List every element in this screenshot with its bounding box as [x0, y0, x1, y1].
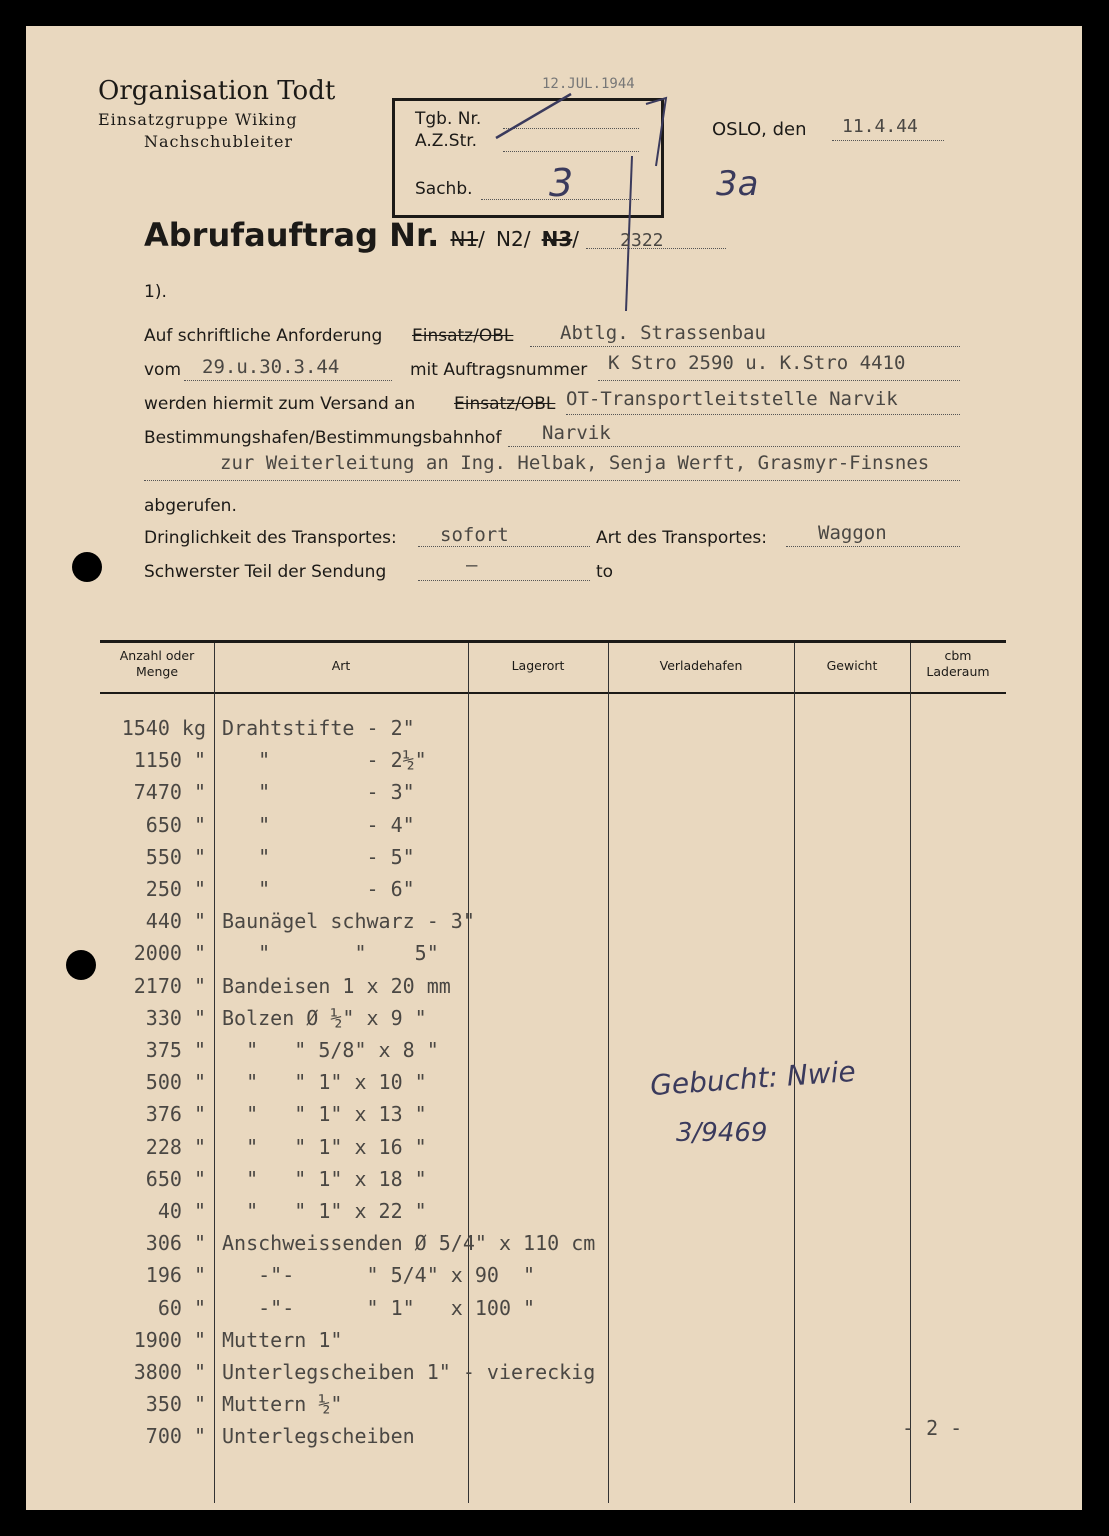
row-quantity: 60 " — [157, 1296, 206, 1320]
col-header-lagerort: Lagerort — [511, 658, 565, 673]
anforderung-label: Auf schriftliche Anforderung — [144, 326, 383, 346]
org-name: Organisation Todt — [98, 76, 336, 106]
row-article: " - 4" — [222, 813, 415, 837]
row-quantity: 2000 " — [133, 941, 206, 965]
row-quantity: 3800 " — [133, 1360, 206, 1384]
col-header-verladehafen: Verladehafen — [659, 658, 743, 673]
booking-note: Gebucht: Nwie — [649, 1054, 857, 1103]
sachb-label: Sachb. — [415, 179, 473, 199]
row-article: Anschweissenden Ø 5/4" x 110 cm — [222, 1231, 596, 1255]
booking-number: 3/9469 — [676, 1118, 768, 1148]
row-article: " - 2½" — [222, 748, 427, 772]
row-article: " " 1" x 22 " — [222, 1199, 427, 1223]
document-page — [26, 26, 1082, 1510]
document-title: Abrufauftrag Nr. N1/ N2/ N3/ 2322 — [144, 216, 664, 254]
row-quantity: 500 " — [145, 1070, 206, 1094]
row-quantity: 550 " — [145, 845, 206, 869]
row-quantity: 196 " — [145, 1263, 206, 1287]
schwerster-value: — — [466, 554, 478, 576]
anforderung-struck: Einsatz/OBL — [412, 326, 514, 346]
document-date: 11.4.44 — [842, 116, 918, 137]
row-quantity: 1150 " — [133, 748, 206, 772]
row-article: " " 1" x 10 " — [222, 1070, 427, 1094]
table-top-rule — [100, 640, 1006, 643]
row-quantity: 700 " — [145, 1424, 206, 1448]
handwritten-strokes — [26, 26, 1082, 346]
hafen-value: Narvik — [542, 422, 611, 444]
row-article: Baunägel schwarz - 3" — [222, 909, 475, 933]
punch-hole-bottom — [66, 950, 96, 980]
vom-value: 29.u.30.3.44 — [202, 356, 340, 378]
auftragsnr-label: mit Auftragsnummer — [410, 360, 588, 380]
row-article: -"- " 1" x 100 " — [222, 1296, 536, 1320]
row-article: " " 5/8" x 8 " — [222, 1038, 439, 1062]
margin-note: 3a — [716, 164, 759, 204]
art-label: Art des Transportes: — [596, 528, 768, 548]
row-article: Unterlegscheiben 1" - viereckig — [222, 1360, 596, 1384]
row-quantity: 650 " — [145, 813, 206, 837]
col-header-gewicht: Gewicht — [826, 658, 878, 673]
row-article: -"- " 5/4" x 90 " — [222, 1263, 536, 1287]
row-quantity: 375 " — [145, 1038, 206, 1062]
row-article: " " 1" x 18 " — [222, 1167, 427, 1191]
art-value: Waggon — [818, 522, 887, 544]
col-header-art: Art — [331, 658, 351, 673]
col-header-menge: Anzahl oder Menge — [119, 648, 195, 679]
versand-value: OT-Transportleitstelle Narvik — [566, 388, 898, 410]
row-article: Drahtstifte - 2" — [222, 716, 415, 740]
dringlichkeit-value: sofort — [440, 524, 509, 546]
row-article: " - 5" — [222, 845, 415, 869]
row-quantity: 650 " — [145, 1167, 206, 1191]
weiterleitung-value: zur Weiterleitung an Ing. Helbak, Senja Werft, Grasmyr-Finsnes — [220, 452, 930, 474]
versand-label: werden hiermit zum Versand an — [144, 394, 416, 414]
vom-label: vom — [144, 360, 182, 380]
org-subtitle: Einsatzgruppe Wiking — [98, 110, 298, 129]
row-article: " " 5" — [222, 941, 439, 965]
row-article: " " 1" x 13 " — [222, 1102, 427, 1126]
az-label: A.Z.Str. — [415, 131, 478, 151]
row-article: " - 3" — [222, 780, 415, 804]
row-article: " " 1" x 16 " — [222, 1135, 427, 1159]
row-article: Bandeisen 1 x 20 mm — [222, 974, 451, 998]
versand-struck: Einsatz/OBL — [454, 394, 556, 414]
hafen-label: Bestimmungshafen/Bestimmungsbahnhof — [144, 428, 502, 448]
dringlichkeit-label: Dringlichkeit des Transportes: — [144, 528, 397, 548]
row-quantity: 330 " — [145, 1006, 206, 1030]
row-quantity: 350 " — [145, 1392, 206, 1416]
anforderung-value: Abtlg. Strassenbau — [560, 322, 766, 344]
row-article: Unterlegscheiben — [222, 1424, 415, 1448]
footnote-marker: 1). — [144, 282, 167, 302]
row-quantity: 7470 " — [133, 780, 206, 804]
row-article: " - 6" — [222, 877, 415, 901]
row-article: Bolzen Ø ½" x 9 " — [222, 1006, 427, 1030]
org-department: Nachschubleiter — [144, 132, 294, 151]
table-header-rule — [100, 692, 1006, 694]
row-article: Muttern ½" — [222, 1392, 343, 1416]
place-label: OSLO, den — [712, 119, 807, 140]
row-quantity: 228 " — [145, 1135, 206, 1159]
page-marker: - 2 - — [902, 1416, 963, 1440]
sachb-value: 3 — [549, 161, 574, 205]
row-article: Muttern 1" — [222, 1328, 343, 1352]
row-quantity: 250 " — [145, 877, 206, 901]
row-quantity: 306 " — [145, 1231, 206, 1255]
abgerufen-label: abgerufen. — [144, 496, 237, 516]
tgb-label: Tgb. Nr. — [415, 109, 482, 129]
schwerster-label: Schwerster Teil der Sendung — [144, 562, 387, 582]
row-quantity: 1540 kg — [121, 716, 206, 740]
row-quantity: 40 " — [157, 1199, 206, 1223]
to-label: to — [596, 562, 614, 582]
auftragsnr-value: K Stro 2590 u. K.Stro 4410 — [608, 352, 906, 374]
col-header-laderaum: cbm Laderaum — [926, 648, 990, 679]
row-quantity: 2170 " — [133, 974, 206, 998]
row-quantity: 1900 " — [133, 1328, 206, 1352]
row-quantity: 376 " — [145, 1102, 206, 1126]
received-date-stamp: 12.JUL.1944 — [542, 76, 635, 92]
row-quantity: 440 " — [145, 909, 206, 933]
punch-hole-top — [72, 552, 102, 582]
